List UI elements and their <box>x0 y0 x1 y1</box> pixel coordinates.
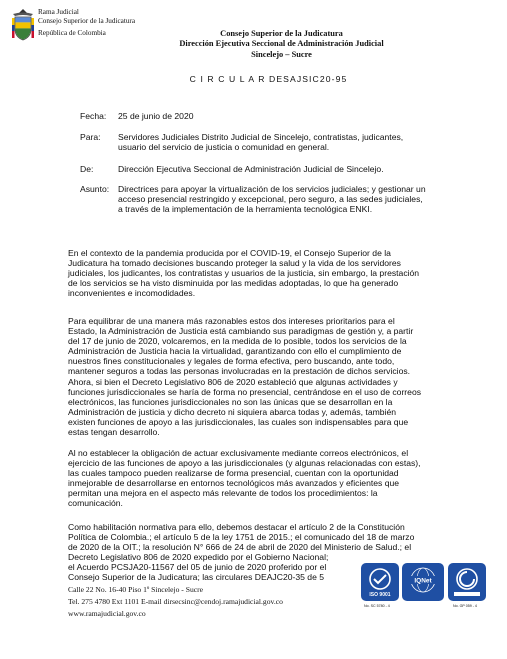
paragraph-line: de los servicios se ha visto disminuida por las medidas adoptadas, lo que ha generado <box>68 278 399 289</box>
iso-9001-certification-icon <box>361 563 399 601</box>
footer-address: Calle 22 No. 16-40 Piso 1º Sincelejo - Sucre <box>68 585 204 594</box>
paragraph-line: estas tengan desarrollo. <box>68 427 160 438</box>
paragraph-line: existen funciones de apoyo a las jurisdiccionales, las cuales son indispensables para que <box>68 416 409 427</box>
paragraph-line: funciones jurisdiccionales se haría de forma no presencial, centrándose en el uso de correos <box>68 386 422 397</box>
entity-name-line1: Rama Judicial <box>38 8 79 16</box>
iso-9001-label: ISO 9001 <box>369 592 391 598</box>
paragraph-line: Estado, la Administración de Justicia está cambiando sus paradigmas de gestión y, a partir <box>68 326 414 337</box>
paragraph-line: las cuales tampoco pueden realizarse de forma presencial, cuentan con la oportunidad <box>68 468 399 479</box>
asunto-value-line3: a través de la implementación de la herramienta tecnológica ENKI. <box>118 204 373 214</box>
paragraph-line: comunicación. <box>68 498 123 509</box>
paragraph-line: judiciales, los judicantes, los contratistas y usuarios de la justicia, sin embargo, la prestación <box>68 268 420 279</box>
paragraph-line: permitan una mejora en el aspecto más relevante de todos los procedimientos: la <box>68 488 378 499</box>
header-title-1: Consejo Superior de la Judicatura <box>220 29 343 38</box>
asunto-value-line1: Directrices para apoyar la virtualización de los servicios judiciales; y gestionar un <box>118 184 426 194</box>
paragraph-line: inmejorable de desarrollarse en entornos tecnológicos más avanzados y eficientes que <box>68 478 400 489</box>
fecha-value: 25 de junio de 2020 <box>118 111 194 121</box>
paragraph-3 <box>68 448 442 509</box>
para-label: Para: <box>80 132 101 142</box>
de-label: De: <box>80 164 94 174</box>
paragraph-line: En el contexto de la pandemia producida por el COVID-19, el Consejo Superior de la <box>68 248 391 258</box>
de-value: Dirección Ejecutiva Seccional de Administración Judicial de Sincelejo. <box>118 164 384 174</box>
paragraph-line: del 17 de junio de 2020, volcaremos, en la medida de lo posible, todos los servicios de la <box>68 336 407 347</box>
paragraph-2 <box>68 316 442 437</box>
paragraph-line: el Acuerdo PCSJA20-11567 del 05 de junio de 2020 proferido por el <box>68 562 327 573</box>
paragraph-line: Judicatura ha tomado decisiones buscando proteger la salud y la vida de los servidores <box>68 258 401 269</box>
header-title-2: Dirección Ejecutiva Seccional de Administración Judicial <box>179 39 384 48</box>
entity-country: República de Colombia <box>38 29 106 37</box>
asunto-value-line2: acceso presencial restringido y excepcional, pero seguro, a las sedes judiciales, <box>118 194 423 204</box>
paragraph-line: Ahora, si bien el Decreto Legislativo 806 de 2020 estableció que algunas actividades y <box>68 376 398 387</box>
paragraph-line: de 2020 de la OIT.; la resolución N° 666 de 24 de abril de 2020 del Ministerio de Salud.; el <box>68 542 412 553</box>
paragraph-1 <box>68 248 442 298</box>
paragraph-line: nuestros fines constitucionales y legales de forma efectiva, pero buscando, ante todo, <box>68 356 395 367</box>
paragraph-line: Administración de Justicia hacia la virtualidad, garantizando con ello el cumplimiento de <box>68 346 402 357</box>
footer-contact: Tel. 275 4780 Ext 1101 E-mail dirsecsinc@cendoj.ramajudicial.gov.co <box>68 597 283 606</box>
entity-name-line2: Consejo Superior de la Judicatura <box>38 17 136 25</box>
cert-number-3: No. GP 059 - 4 <box>453 604 477 608</box>
quality-certification-icon <box>448 563 486 601</box>
cert-number-1: No. SC 5780 - 4 <box>364 604 390 608</box>
paragraph-line: mantener seguros a todas las personas involucradas en la prestación de dichos servicios. <box>68 366 411 377</box>
paragraph-line: Al no establecer la obligación de actuar exclusivamente mediante correos electrónicos, el <box>68 448 409 458</box>
header-title-3: Sincelejo – Sucre <box>251 50 312 59</box>
paragraph-line: Para equilibrar de una manera más razonables estos dos intereses prioritarios para el <box>68 316 395 326</box>
paragraph-line: inconvenientes e incomodidades. <box>68 288 196 299</box>
paragraph-line: Política de Colombia.; el artículo 5 de la ley 1751 de 2015.; el comunicado del 18 de marzo <box>68 532 415 543</box>
paragraph-line: Consejo Superior de la Judicatura; las circulares DEAJC20-35 de 5 <box>68 572 325 583</box>
iqnet-label: IQNet <box>414 577 432 585</box>
footer-website[interactable]: www.ramajudicial.gov.co <box>68 609 146 618</box>
paragraph-line: electrónicos, las funciones jurisdiccionales no son las únicas que se desarrollan en la <box>68 396 393 407</box>
para-value-line2: usuario del servicio de justicia o comunidad en general. <box>118 142 330 152</box>
paragraph-line: Administración de justicia y dicho decreto ni siquiera abarca todas y, además, también <box>68 406 397 417</box>
paragraph-line: Como habilitación normativa para ello, debemos destacar el artículo 2 de la Constitución <box>68 522 405 532</box>
iqnet-certification-icon <box>402 563 444 601</box>
fecha-label: Fecha: <box>80 111 107 121</box>
para-value-line1: Servidores Judiciales Distrito Judicial de Sincelejo, contratistas, judicantes, <box>118 132 404 142</box>
paragraph-line: Decreto Legislativo 806 de 2020 expedido por el Gobierno Nacional; <box>68 552 329 563</box>
paragraph-line: ejercicio de las funciones de apoyo a las jurisdiccionales (y algunas relacionadas con estas), <box>68 458 421 469</box>
asunto-label: Asunto: <box>80 184 110 194</box>
circular-number: C I R C U L A R DESAJSIC20-95 <box>189 74 348 84</box>
